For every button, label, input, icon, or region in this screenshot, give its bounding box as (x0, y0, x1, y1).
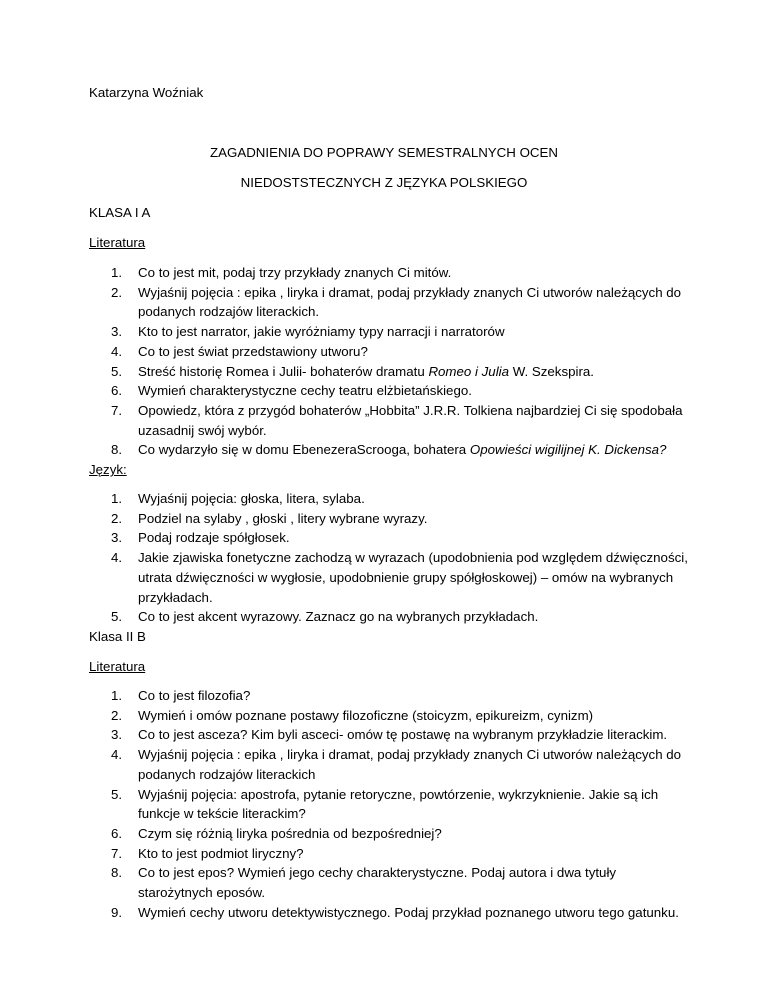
list-item (89, 824, 689, 844)
item-text-line: Podziel na sylaby , głoski , litery wybrane wyrazy. (138, 510, 428, 526)
item-text-line: Co to jest asceza? Kim byli asceci- omów tę postawę na wybranym przykładzie literackim. (138, 727, 668, 743)
item-text-line: Czym się różnią liryka pośrednia od bezpośredniej? (138, 825, 442, 841)
item-text: Streść historię Romea i Julii- bohaterów dramatu (138, 363, 429, 379)
item-number: 7. (111, 402, 123, 418)
item-text-line: podanych rodzajów literackich. (138, 304, 320, 320)
item-number: 5. (111, 609, 123, 625)
list-item (89, 863, 689, 902)
class-1-language-heading: Język: (89, 462, 127, 477)
item-text-line: starożytnych eposów. (138, 885, 266, 901)
list-item (89, 283, 689, 322)
list-item (89, 362, 689, 382)
item-number: 8. (111, 442, 123, 458)
item-number: 3. (111, 324, 123, 340)
item-text-line: Kto to jest podmiot liryczny? (138, 845, 304, 861)
item-text: Co wydarzyło się w domu EbenezeraScrooga, bohatera (138, 442, 470, 458)
item-text-line: Wyjaśnij pojęcia : epika , liryka i dramat, podaj przykłady znanych Ci utworów należących do (138, 747, 682, 763)
list-item (89, 509, 689, 529)
list-item (89, 401, 689, 440)
class-2-heading: Klasa II B (89, 629, 146, 644)
item-number: 1. (111, 491, 123, 506)
italic-title: Opowieści wigilijnej K. Dickensa? (469, 442, 667, 458)
item-text-line: utrata dźwięczności w wygłosie, upodobnienie grupy spółgłoskowej) – omów na wybranych (138, 569, 674, 585)
list-item (89, 903, 689, 923)
list-item (89, 785, 689, 824)
class-1-heading: KLASA I A (89, 205, 151, 220)
list-item (89, 489, 689, 509)
item-number: 8. (111, 865, 123, 881)
item-text-line: Co to jest świat przedstawiony utworu? (138, 343, 368, 359)
item-number: 7. (111, 845, 123, 861)
item-number: 3. (111, 530, 123, 546)
list-item (89, 548, 689, 607)
item-text-line: Opowiedz, która z przygód bohaterów „Hobbita” J.R.R. Tolkiena najbardziej Ci się spodobała (138, 402, 683, 418)
item-number: 1. (111, 265, 123, 280)
item-number: 2. (111, 707, 123, 723)
item-text-line: Wymień i omów poznane postawy filozoficzne (stoicyzm, epikureizm, cynizm) (138, 707, 594, 723)
list-item (89, 322, 689, 342)
item-number: 4. (111, 343, 123, 359)
item-text-line: Co to jest akcent wyrazowy. Zaznacz go na wybranych przykładach. (138, 609, 539, 625)
item-number: 5. (111, 363, 123, 379)
item-text-line: funkcje w tekście literackim? (138, 806, 306, 822)
list-item (89, 844, 689, 864)
list-item (89, 381, 689, 401)
item-text-line: Co to jest filozofia? (138, 688, 251, 703)
item-text-line (138, 362, 689, 382)
item-text-line: przykładach. (138, 589, 213, 605)
list-item (89, 440, 689, 460)
item-text-line: Wyjaśnij pojęcia : epika , liryka i dramat, podaj przykłady znanych Ci utworów należących do (138, 284, 682, 300)
list-item (89, 528, 689, 548)
item-number: 3. (111, 727, 123, 743)
document-title-line-1: ZAGADNIENIA DO POPRAWY SEMESTRALNYCH OCEN (210, 145, 558, 160)
item-text-line: Co to jest mit, podaj trzy przykłady znanych Ci mitów. (138, 265, 452, 280)
class-2-literature-heading: Literatura (89, 659, 146, 674)
item-text-line: podanych rodzajów literackich (138, 766, 316, 782)
class-1-literature-list (89, 263, 689, 460)
document-title-line-2: NIEDOSTSTECZNYCH Z JĘZYKA POLSKIEGO (240, 175, 528, 190)
item-number: 6. (111, 383, 123, 399)
list-item (89, 686, 689, 706)
class-1-language-list (89, 489, 689, 627)
item-number: 1. (111, 688, 123, 703)
item-number: 4. (111, 550, 123, 566)
item-text-line: Wyjaśnij pojęcia: apostrofa, pytanie retoryczne, powtórzenie, wykrzyknienie. Jakie są ich (138, 786, 659, 802)
item-text-line: Wyjaśnij pojęcia: głoska, litera, sylaba. (138, 491, 365, 506)
item-text-line: Wymień cechy utworu detektywistycznego. Podaj przykład poznanego utworu tego gatunku. (138, 904, 679, 920)
item-text-line: Jakie zjawiska fonetyczne zachodzą w wyrazach (upodobnienia pod względem dźwięczności, (138, 550, 688, 566)
item-text-line: Kto to jest narrator, jakie wyróżniamy typy narracji i narratorów (138, 324, 505, 340)
class-2-literature-list (89, 686, 689, 922)
class-1-literature-heading: Literatura (89, 235, 146, 250)
item-text: W. Szekspira. (509, 363, 594, 379)
item-text-line: Podaj rodzaje spółgłosek. (138, 530, 290, 546)
list-item (89, 607, 689, 627)
list-item (89, 706, 689, 726)
italic-title: Romeo i Julia (428, 363, 509, 379)
item-number: 4. (111, 747, 123, 763)
item-number: 6. (111, 825, 123, 841)
author-name: Katarzyna Woźniak (89, 85, 204, 100)
item-text-line: uzasadnij swój wybór. (138, 422, 267, 438)
item-text-line: Wymień charakterystyczne cechy teatru elżbietańskiego. (138, 383, 472, 399)
item-text-line (138, 440, 689, 460)
item-number: 2. (111, 510, 123, 526)
list-item (89, 725, 689, 745)
list-item (89, 263, 689, 283)
item-text-line: Co to jest epos? Wymień jego cechy charakterystyczne. Podaj autora i dwa tytuły (138, 865, 617, 881)
item-number: 2. (111, 284, 123, 300)
item-number: 9. (111, 904, 123, 920)
item-number: 5. (111, 786, 123, 802)
list-item (89, 745, 689, 784)
list-item (89, 342, 689, 362)
